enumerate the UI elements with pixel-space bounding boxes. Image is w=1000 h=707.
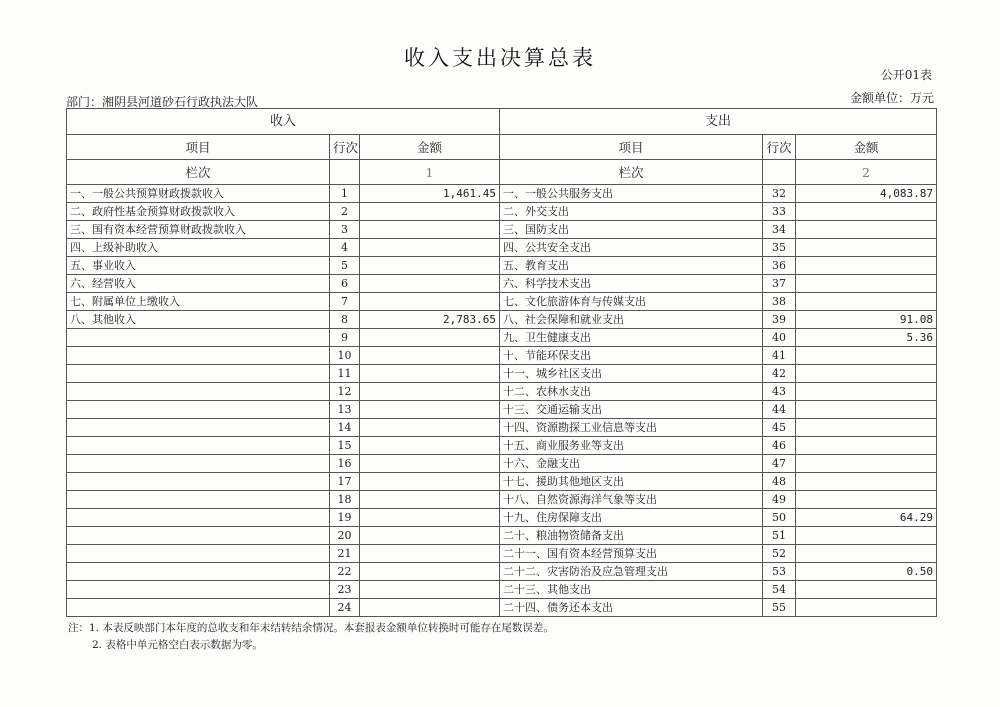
table-row — [67, 599, 937, 617]
income-item-cell: 五、事业收入 — [67, 257, 330, 275]
expense-item-header: 项目 — [500, 135, 763, 160]
income-item-cell — [67, 401, 330, 419]
expense-item-cell: 十三、交通运输支出 — [500, 401, 763, 419]
section-header-row — [67, 109, 937, 135]
expense-amount-cell — [796, 383, 937, 401]
table-row — [67, 581, 937, 599]
expense-amount-cell — [796, 293, 937, 311]
expense-amount-cell: 64.29 — [796, 509, 937, 527]
table-row — [67, 185, 937, 203]
expense-amount-cell — [796, 257, 937, 275]
income-amount-cell — [360, 419, 500, 437]
expense-row-no-cell: 42 — [763, 365, 796, 383]
income-amount-cell — [360, 293, 500, 311]
expense-item-cell: 二十、粮油物资储备支出 — [500, 527, 763, 545]
expense-item-cell: 十六、金融支出 — [500, 455, 763, 473]
income-amount-cell — [360, 545, 500, 563]
expense-item-cell: 十二、农林水支出 — [500, 383, 763, 401]
expense-row-no-cell: 34 — [763, 221, 796, 239]
income-amount-cell — [360, 455, 500, 473]
expense-row-no-cell: 33 — [763, 203, 796, 221]
income-row-no-cell: 16 — [330, 455, 360, 473]
expense-item-cell: 二十三、其他支出 — [500, 581, 763, 599]
expense-row-no-cell: 38 — [763, 293, 796, 311]
expense-row-no-cell: 44 — [763, 401, 796, 419]
expense-amount-cell: 91.08 — [796, 311, 937, 329]
column-index-row — [67, 160, 937, 185]
expense-amount-cell — [796, 239, 937, 257]
income-amount-cell — [360, 491, 500, 509]
income-item-cell — [67, 581, 330, 599]
expense-row-no-cell: 43 — [763, 383, 796, 401]
table-row — [67, 257, 937, 275]
expense-row-no-cell: 35 — [763, 239, 796, 257]
income-row-no-cell: 5 — [330, 257, 360, 275]
expense-row-no-cell: 39 — [763, 311, 796, 329]
expense-amount-cell — [796, 365, 937, 383]
column-header-row — [67, 135, 937, 160]
expense-row-no-cell: 50 — [763, 509, 796, 527]
expense-amount-cell: 4,083.87 — [796, 185, 937, 203]
expense-item-cell: 一、一般公共服务支出 — [500, 185, 763, 203]
table-row — [67, 419, 937, 437]
table-row — [67, 293, 937, 311]
income-row-no-cell: 8 — [330, 311, 360, 329]
income-row-no-cell: 7 — [330, 293, 360, 311]
table-row — [67, 527, 937, 545]
income-row-no-cell: 10 — [330, 347, 360, 365]
table-row — [67, 275, 937, 293]
expense-amount-cell — [796, 437, 937, 455]
expense-amount-cell — [796, 455, 937, 473]
income-amount-cell — [360, 347, 500, 365]
income-item-cell — [67, 455, 330, 473]
income-amount-cell — [360, 365, 500, 383]
table-row — [67, 239, 937, 257]
table-row — [67, 455, 937, 473]
income-row-no-cell: 3 — [330, 221, 360, 239]
expense-row-no-cell: 41 — [763, 347, 796, 365]
income-item-cell — [67, 563, 330, 581]
income-row-no-cell: 19 — [330, 509, 360, 527]
income-item-cell — [67, 509, 330, 527]
table-row — [67, 473, 937, 491]
income-amount-cell — [360, 329, 500, 347]
income-row-no-cell: 20 — [330, 527, 360, 545]
table-row — [67, 437, 937, 455]
page-title: 收入支出决算总表 — [404, 46, 596, 70]
expense-item-cell: 四、公共安全支出 — [500, 239, 763, 257]
income-amount-cell — [360, 221, 500, 239]
income-item-cell — [67, 527, 330, 545]
table-row — [67, 509, 937, 527]
expense-item-cell: 二十二、灾害防治及应急管理支出 — [500, 563, 763, 581]
income-section-header: 收入 — [67, 109, 500, 135]
expense-amount-cell: 0.50 — [796, 563, 937, 581]
footnote-2: 2. 表格中单元格空白表示数据为零。 — [92, 639, 263, 651]
income-amount-header: 金额 — [360, 135, 500, 160]
table-row — [67, 311, 937, 329]
income-amount-cell — [360, 257, 500, 275]
table-row — [67, 401, 937, 419]
income-row-no-cell: 9 — [330, 329, 360, 347]
income-row-no-cell: 15 — [330, 437, 360, 455]
income-amount-cell — [360, 401, 500, 419]
income-col-index: 1 — [360, 160, 500, 185]
income-item-cell — [67, 599, 330, 617]
income-amount-cell — [360, 203, 500, 221]
table-row — [67, 221, 937, 239]
income-item-cell — [67, 473, 330, 491]
expense-item-cell: 五、教育支出 — [500, 257, 763, 275]
income-item-cell — [67, 491, 330, 509]
expense-amount-cell — [796, 275, 937, 293]
expense-row-no-cell: 32 — [763, 185, 796, 203]
table-row — [67, 347, 937, 365]
expense-amount-cell — [796, 401, 937, 419]
income-item-cell: 六、经营收入 — [67, 275, 330, 293]
income-item-cell — [67, 437, 330, 455]
income-amount-cell: 1,461.45 — [360, 185, 500, 203]
income-item-cell — [67, 329, 330, 347]
department-label: 部门：湘阴县河道砂石行政执法大队 — [66, 95, 259, 109]
income-item-cell — [67, 365, 330, 383]
footnote-1: 注：1. 本表反映部门本年度的总收支和年末结转结余情况。本套报表金额单位转换时可能存在尾数误差。 — [68, 622, 554, 634]
income-item-cell — [67, 347, 330, 365]
income-row-no-cell: 12 — [330, 383, 360, 401]
form-number: 公开01表 — [880, 68, 932, 82]
expense-row-no-header: 行次 — [763, 135, 796, 160]
expense-row-no-cell: 53 — [763, 563, 796, 581]
income-amount-cell — [360, 383, 500, 401]
income-row-no-cell: 1 — [330, 185, 360, 203]
income-item-header: 项目 — [67, 135, 330, 160]
expense-section-header: 支出 — [500, 109, 937, 135]
expense-amount-cell — [796, 221, 937, 239]
expense-amount-cell — [796, 527, 937, 545]
income-amount-cell — [360, 527, 500, 545]
expense-amount-cell — [796, 491, 937, 509]
expense-item-cell: 二、外交支出 — [500, 203, 763, 221]
income-amount-cell — [360, 239, 500, 257]
income-item-cell: 三、国有资本经营预算财政拨款收入 — [67, 221, 330, 239]
income-amount-cell: 2,783.65 — [360, 311, 500, 329]
income-row-no-cell: 23 — [330, 581, 360, 599]
income-row-no-cell: 2 — [330, 203, 360, 221]
expense-lanci-blank — [763, 160, 796, 185]
income-item-cell: 一、一般公共预算财政拨款收入 — [67, 185, 330, 203]
expense-row-no-cell: 51 — [763, 527, 796, 545]
expense-row-no-cell: 49 — [763, 491, 796, 509]
income-amount-cell — [360, 473, 500, 491]
expense-item-cell: 七、文化旅游体育与传媒支出 — [500, 293, 763, 311]
income-amount-cell — [360, 563, 500, 581]
expense-row-no-cell: 36 — [763, 257, 796, 275]
expense-item-cell: 十八、自然资源海洋气象等支出 — [500, 491, 763, 509]
expense-row-no-cell: 48 — [763, 473, 796, 491]
income-row-no-cell: 13 — [330, 401, 360, 419]
income-expense-table — [66, 108, 937, 617]
income-amount-cell — [360, 581, 500, 599]
expense-amount-cell — [796, 581, 937, 599]
income-row-no-cell: 11 — [330, 365, 360, 383]
expense-row-no-cell: 52 — [763, 545, 796, 563]
expense-item-cell: 十一、城乡社区支出 — [500, 365, 763, 383]
income-item-cell: 四、上级补助收入 — [67, 239, 330, 257]
income-row-no-cell: 4 — [330, 239, 360, 257]
income-item-cell: 七、附属单位上缴收入 — [67, 293, 330, 311]
expense-amount-cell — [796, 545, 937, 563]
income-amount-cell — [360, 599, 500, 617]
income-amount-cell — [360, 509, 500, 527]
expense-amount-cell — [796, 599, 937, 617]
income-amount-cell — [360, 437, 500, 455]
income-row-no-cell: 21 — [330, 545, 360, 563]
income-item-cell: 二、政府性基金预算财政拨款收入 — [67, 203, 330, 221]
expense-amount-header: 金额 — [796, 135, 937, 160]
income-item-cell — [67, 383, 330, 401]
income-item-cell — [67, 419, 330, 437]
table-row — [67, 383, 937, 401]
income-lanci-blank — [330, 160, 360, 185]
expense-item-cell: 六、科学技术支出 — [500, 275, 763, 293]
expense-row-no-cell: 37 — [763, 275, 796, 293]
expense-amount-cell — [796, 347, 937, 365]
expense-item-cell: 二十一、国有资本经营预算支出 — [500, 545, 763, 563]
table-row — [67, 563, 937, 581]
table-row — [67, 203, 937, 221]
expense-amount-cell — [796, 203, 937, 221]
expense-item-cell: 十四、资源勘探工业信息等支出 — [500, 419, 763, 437]
expense-row-no-cell: 46 — [763, 437, 796, 455]
expense-item-cell: 三、国防支出 — [500, 221, 763, 239]
income-row-no-cell: 18 — [330, 491, 360, 509]
expense-amount-cell — [796, 473, 937, 491]
income-lanci-label: 栏次 — [67, 160, 330, 185]
table-row — [67, 329, 937, 347]
expense-row-no-cell: 54 — [763, 581, 796, 599]
income-item-cell: 八、其他收入 — [67, 311, 330, 329]
table-row — [67, 365, 937, 383]
expense-item-cell: 九、卫生健康支出 — [500, 329, 763, 347]
income-row-no-header: 行次 — [330, 135, 360, 160]
expense-row-no-cell: 45 — [763, 419, 796, 437]
income-row-no-cell: 6 — [330, 275, 360, 293]
income-row-no-cell: 22 — [330, 563, 360, 581]
expense-item-cell: 十九、住房保障支出 — [500, 509, 763, 527]
table-row — [67, 491, 937, 509]
expense-row-no-cell: 40 — [763, 329, 796, 347]
expense-item-cell: 十五、商业服务业等支出 — [500, 437, 763, 455]
expense-item-cell: 十七、援助其他地区支出 — [500, 473, 763, 491]
expense-row-no-cell: 47 — [763, 455, 796, 473]
income-item-cell — [67, 545, 330, 563]
expense-col-index: 2 — [796, 160, 937, 185]
expense-item-cell: 八、社会保障和就业支出 — [500, 311, 763, 329]
expense-item-cell: 二十四、债务还本支出 — [500, 599, 763, 617]
income-amount-cell — [360, 275, 500, 293]
expense-row-no-cell: 55 — [763, 599, 796, 617]
table-row — [67, 545, 937, 563]
expense-amount-cell — [796, 419, 937, 437]
income-row-no-cell: 17 — [330, 473, 360, 491]
expense-lanci-label: 栏次 — [500, 160, 763, 185]
income-row-no-cell: 24 — [330, 599, 360, 617]
expense-amount-cell: 5.36 — [796, 329, 937, 347]
amount-unit-label: 金额单位：万元 — [849, 91, 934, 105]
income-row-no-cell: 14 — [330, 419, 360, 437]
expense-item-cell: 十、节能环保支出 — [500, 347, 763, 365]
